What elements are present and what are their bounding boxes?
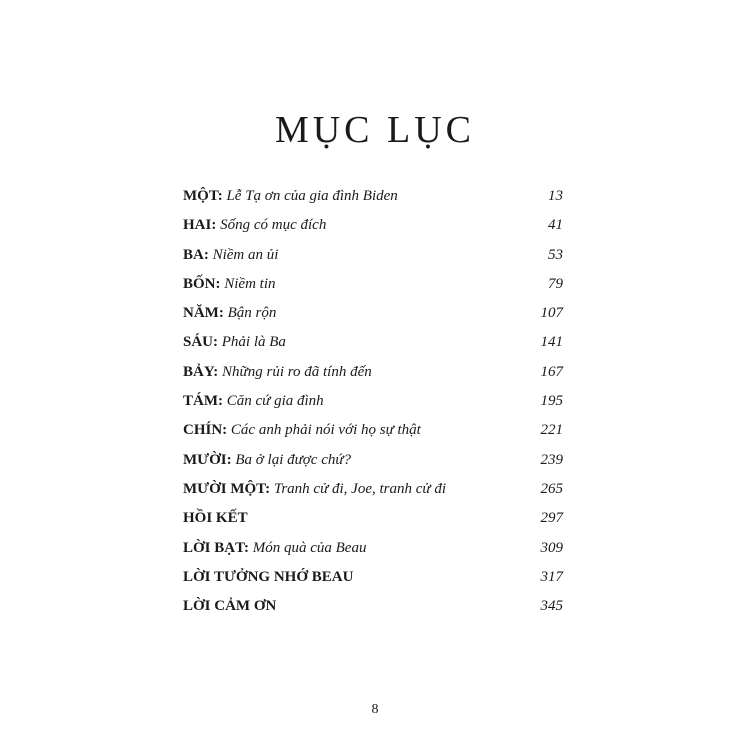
toc-entry-13 bbox=[183, 540, 563, 569]
toc-entry-label bbox=[183, 393, 324, 410]
toc-subtitle: Niềm an ủi bbox=[212, 246, 279, 263]
toc-entry-label bbox=[183, 334, 286, 351]
toc-page-number: 297 bbox=[540, 510, 563, 527]
toc-subtitle: Niềm tin bbox=[224, 275, 276, 292]
toc-chapter: SÁU: bbox=[183, 334, 219, 351]
toc-subtitle: Lễ Tạ ơn của gia đình Biden bbox=[226, 188, 398, 204]
toc-entry-label bbox=[183, 452, 351, 469]
toc-subtitle: Phải là Ba bbox=[221, 334, 286, 351]
toc-page-number: 13 bbox=[548, 188, 563, 204]
toc-entry-11 bbox=[183, 481, 563, 510]
toc-chapter: NĂM: bbox=[183, 305, 224, 322]
toc-entry-label bbox=[183, 510, 248, 527]
toc-subtitle: Sống có mục đích bbox=[220, 217, 327, 234]
toc-entry-label bbox=[183, 540, 366, 557]
toc-entry-5 bbox=[183, 305, 563, 334]
toc-entry-label bbox=[183, 305, 276, 322]
toc-chapter: MƯỜI MỘT: bbox=[183, 480, 271, 497]
toc-page-number: 345 bbox=[540, 598, 563, 615]
toc-entry-10 bbox=[183, 452, 563, 481]
toc-entry-1 bbox=[183, 188, 563, 217]
toc-entry-15 bbox=[183, 598, 563, 627]
toc-chapter: BỐN: bbox=[183, 275, 221, 292]
toc-page-number: 167 bbox=[540, 363, 563, 380]
toc-chapter: BẢY: bbox=[183, 363, 219, 380]
page-number: 8 bbox=[371, 702, 379, 717]
toc-entry-label bbox=[183, 188, 398, 205]
toc-chapter: LỜI TƯỞNG NHỚ BEAU bbox=[183, 568, 354, 585]
toc-page-number: 141 bbox=[540, 334, 563, 351]
toc-page-number: 41 bbox=[548, 217, 563, 234]
toc-subtitle: Căn cứ gia đình bbox=[226, 393, 324, 410]
toc-subtitle: Món quà của Beau bbox=[252, 539, 367, 556]
toc-chapter: CHÍN: bbox=[183, 422, 228, 439]
toc-chapter: MỘT: bbox=[183, 188, 223, 204]
toc-chapter: HỒI KẾT bbox=[183, 510, 248, 527]
toc-page-number: 79 bbox=[548, 275, 563, 292]
toc-entry-label bbox=[183, 569, 353, 586]
toc-chapter: TÁM: bbox=[183, 393, 223, 410]
toc-entry-2 bbox=[183, 217, 563, 246]
toc-entry-3 bbox=[183, 247, 563, 276]
toc-entry-6 bbox=[183, 334, 563, 363]
toc-chapter: LỜI BẠT: bbox=[183, 539, 249, 556]
toc-page-number: 309 bbox=[540, 539, 563, 556]
toc-subtitle: Tranh cử đi, Joe, tranh cử đi bbox=[273, 480, 447, 497]
toc-page-number: 317 bbox=[540, 568, 563, 585]
toc-entry-label bbox=[183, 247, 278, 264]
toc-chapter: HAI: bbox=[183, 217, 217, 234]
toc-entry-label bbox=[183, 422, 421, 439]
toc-entry-14 bbox=[183, 569, 563, 598]
toc-entry-label bbox=[183, 481, 446, 498]
toc-entry-label bbox=[183, 598, 276, 615]
toc-entry-label bbox=[183, 364, 372, 381]
toc-entry-label bbox=[183, 276, 276, 293]
toc-entry-8 bbox=[183, 393, 563, 422]
toc-chapter: LỜI CẢM ƠN bbox=[183, 598, 277, 615]
toc-entry-12 bbox=[183, 510, 563, 539]
toc-page-number: 195 bbox=[540, 393, 563, 410]
toc-entry-9 bbox=[183, 422, 563, 451]
toc-page-number: 221 bbox=[540, 422, 563, 439]
toc-entry-7 bbox=[183, 364, 563, 393]
toc-entry-4 bbox=[183, 276, 563, 305]
toc-subtitle: Ba ở lại được chứ? bbox=[235, 451, 352, 468]
toc-page-number: 265 bbox=[540, 480, 563, 497]
table-of-contents bbox=[183, 188, 563, 627]
toc-subtitle: Bận rộn bbox=[227, 305, 277, 322]
page-title: MỤC LỤC bbox=[274, 109, 476, 151]
toc-page-number: 239 bbox=[540, 451, 563, 468]
toc-subtitle: Các anh phải nói với họ sự thật bbox=[230, 422, 421, 439]
toc-entry-label bbox=[183, 217, 326, 234]
toc-chapter: BA: bbox=[183, 246, 209, 263]
toc-subtitle: Những rủi ro đã tính đến bbox=[222, 363, 372, 380]
toc-page-number: 107 bbox=[540, 305, 563, 322]
toc-page-number: 53 bbox=[548, 246, 563, 263]
toc-chapter: MƯỜI: bbox=[183, 451, 232, 468]
